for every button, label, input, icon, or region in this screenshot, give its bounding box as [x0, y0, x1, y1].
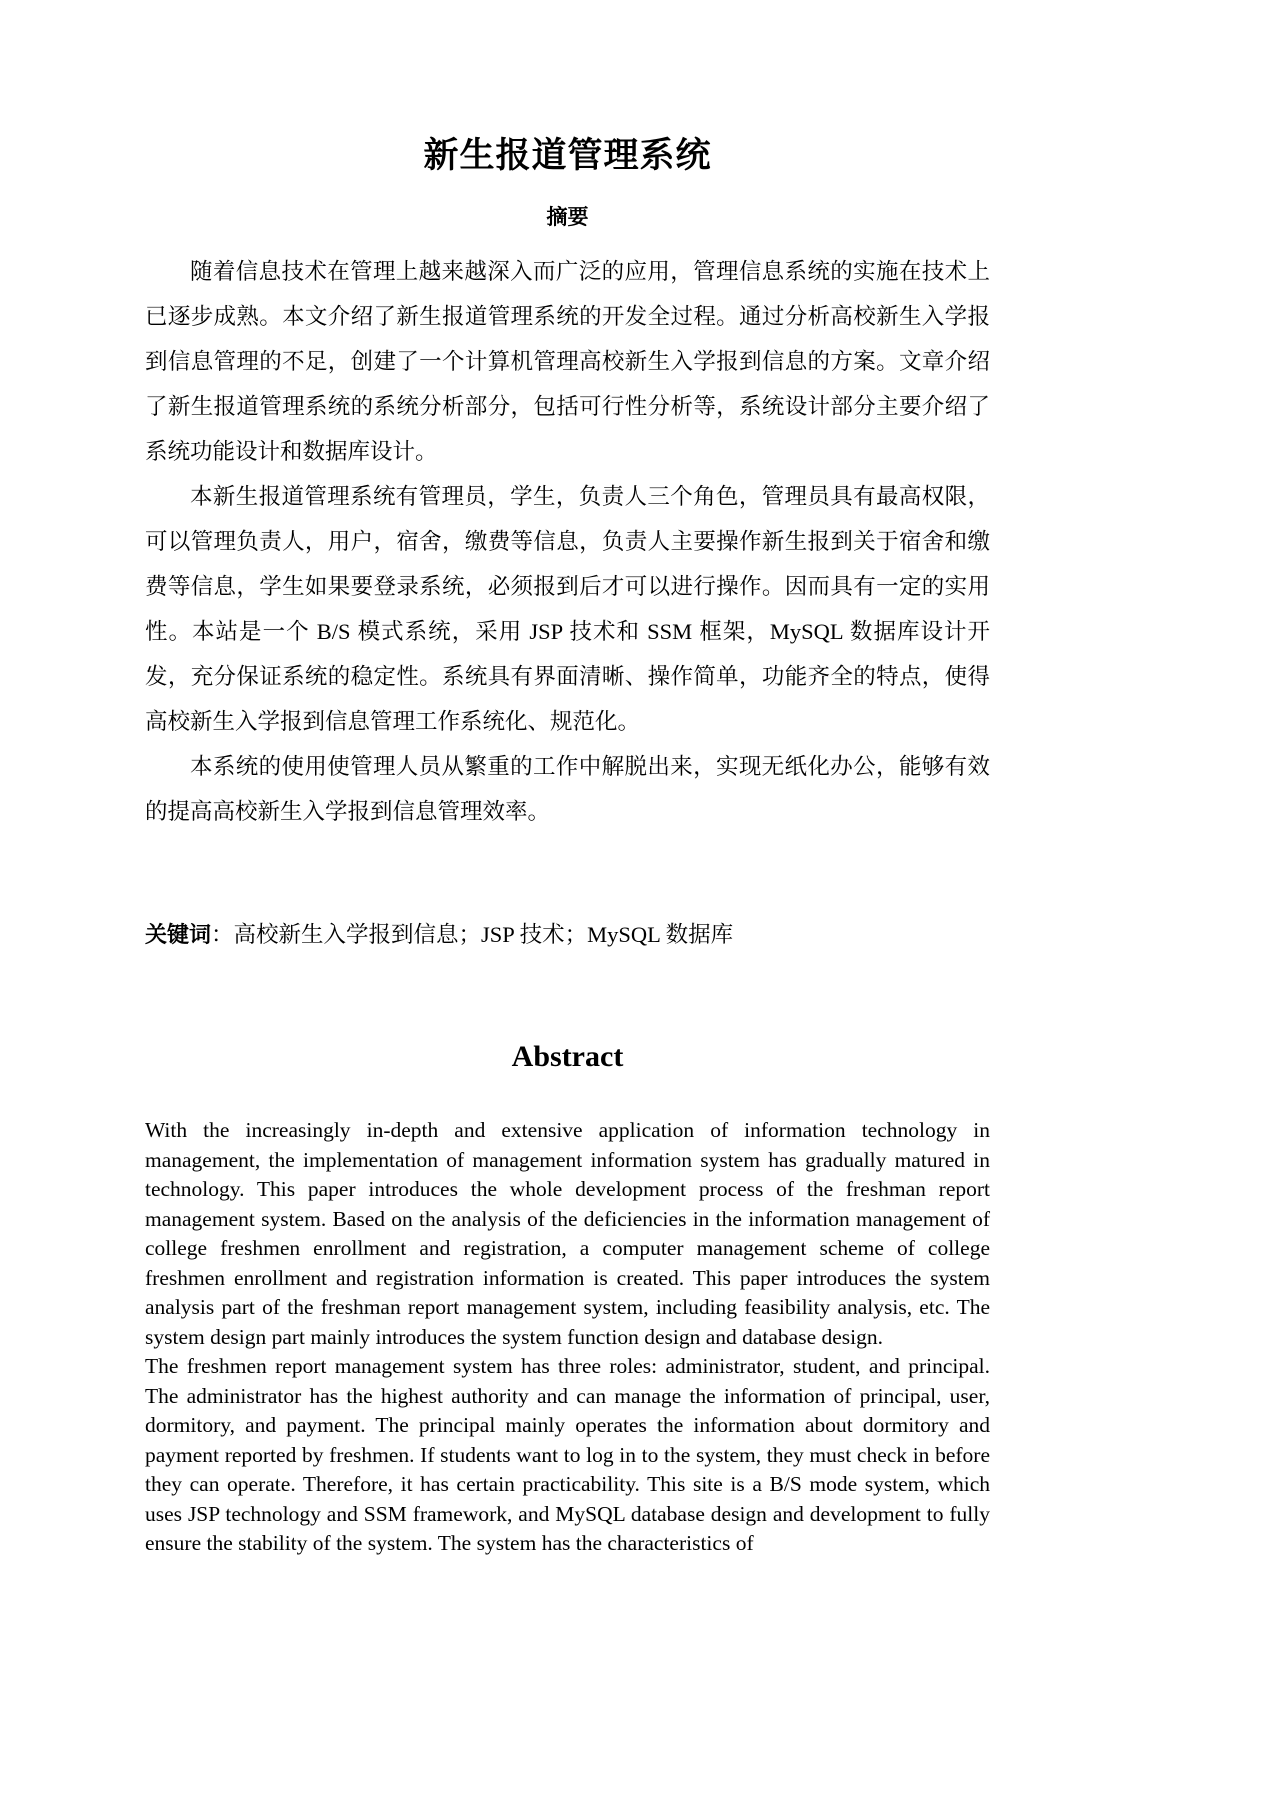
- chinese-keywords-line: [145, 834, 990, 957]
- english-abstract-paragraph-2: The freshmen report management system has three roles: administrator, student, and principal. The administrator has the highest authority and can manage the information of principal, user, dormitory, and payment. The principal mainly operates the information about dormitory and payment reported by freshmen. If students want to log in to the system, they must check in before they can operate. Therefore, it has certain practicability. This site is a B/S mode system, which uses JSP technology and SSM framework, and MySQL database design and development to fully ensure the stability of the system. The system has the characteristics of: [145, 1354, 990, 1556]
- english-abstract-paragraph-1: With the increasingly in-depth and extensive application of information technology in management, the implementation of management information system has gradually matured in technology. This paper introduces the whole development process of the freshman report management system. Based on the analysis of the deficiencies in the information management of college freshmen enrollment and registration, a computer management scheme of college freshmen enrollment and registration information is created. This paper introduces the system analysis part of the freshman report management system, including feasibility analysis, etc. The system design part mainly introduces the system function design and database design.: [145, 1118, 990, 1349]
- chinese-abstract-heading: 摘要: [546, 205, 589, 229]
- page-title: 新生报道管理系统: [423, 136, 712, 175]
- chinese-abstract-paragraph-1: 随着信息技术在管理上越来越深入而广泛的应用，管理信息系统的实施在技术上已逐步成熟。本文介绍了新生报道管理系统的开发全过程。通过分析高校新生入学报到信息管理的不足，创建了一个计算机管理高校新生入学报到信息的方案。文章介绍了新生报道管理系统的系统分析部分，包括可行性分析等，系统设计部分主要介绍了系统功能设计和数据库设计。: [145, 259, 990, 465]
- chinese-abstract-paragraph-3: 本系统的使用使管理人员从繁重的工作中解脱出来，实现无纸化办公，能够有效的提高高校新生入学报到信息管理效率。: [145, 754, 990, 825]
- chinese-keywords-label: 关键词: [145, 922, 212, 948]
- english-abstract-heading: Abstract: [511, 1040, 624, 1074]
- chinese-keywords-value: ：高校新生入学报到信息；JSP 技术；MySQL 数据库: [211, 922, 734, 948]
- page-content-column: [145, 0, 990, 1559]
- chinese-abstract-paragraph-2: 本新生报道管理系统有管理员，学生，负责人三个角色，管理员具有最高权限，可以管理负责人，用户，宿舍，缴费等信息，负责人主要操作新生报到关于宿舍和缴费等信息，学生如果要登录系统，必须报到后才可以进行操作。因而具有一定的实用性。本站是一个 B/S 模式系统，采用 JSP 技术和 SSM 框架，MySQL 数据库设计开发，充分保证系统的稳定性。系统具有界面清晰、操作简单，功能齐全的特点，使得高校新生入学报到信息管理工作系统化、规范化。: [145, 484, 990, 735]
